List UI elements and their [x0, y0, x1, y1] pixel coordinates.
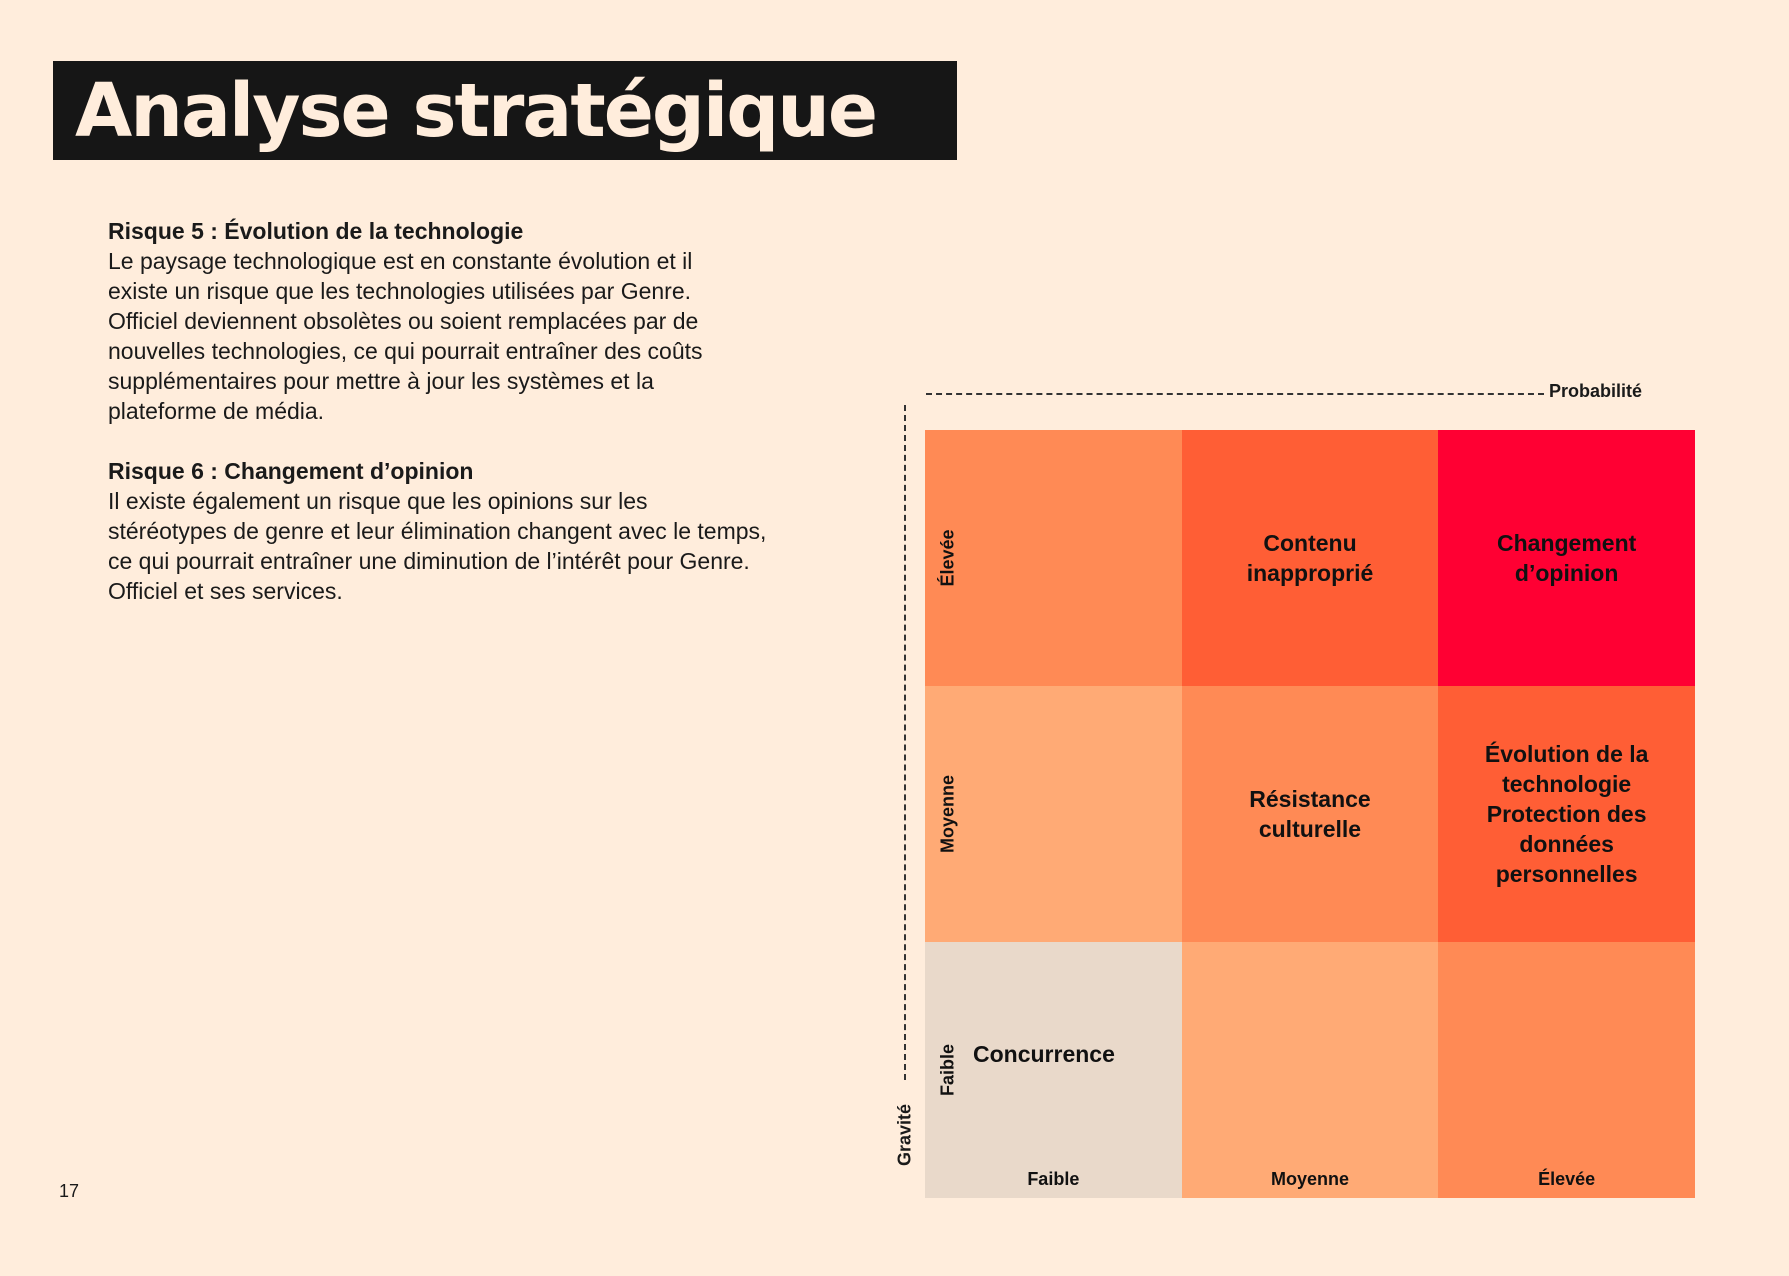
risk-5-heading: Risque 5 : Évolution de la technologie — [108, 218, 524, 244]
risk-6-paragraph — [108, 486, 898, 606]
probability-axis-label: Probabilité — [1549, 381, 1643, 401]
severity-row-label: Faible — [937, 1043, 958, 1097]
matrix-cell — [925, 686, 1182, 942]
risk-5-line: plateforme de média. — [108, 398, 325, 424]
matrix-cell-text: Concurrence — [973, 1041, 1115, 1067]
matrix-cell-line: d’opinion — [1514, 560, 1619, 586]
page-number: 17 — [59, 1181, 80, 1201]
matrix-cell-line: technologie — [1502, 771, 1632, 797]
risk-6-line: Il existe également un risque que les opinions sur les — [108, 488, 648, 514]
matrix-cell-line: Changement — [1497, 530, 1637, 556]
matrix-cell-text — [1485, 739, 1649, 889]
severity-row-label: Élevée — [937, 529, 958, 587]
probability-column-label: Faible — [1027, 1169, 1080, 1189]
risk-6-line: Officiel et ses services. — [108, 578, 343, 604]
title-banner — [53, 61, 957, 160]
matrix-cell-line: inapproprié — [1246, 560, 1374, 586]
page-title: Analyse stratégique — [75, 67, 877, 154]
risk-5-line: existe un risque que les technologies utilisées par Genre. — [108, 278, 692, 304]
matrix-cell-text — [1497, 528, 1636, 588]
risk-6-heading: Risque 6 : Changement d’opinion — [108, 458, 474, 484]
risk-5-line: supplémentaires pour mettre à jour les systèmes et la — [108, 368, 654, 394]
matrix-cell-line: Contenu — [1263, 530, 1357, 556]
risk-5-line: Officiel deviennent obsolètes ou soient remplacées par de — [108, 308, 699, 334]
matrix-cell-line: Protection des — [1486, 801, 1647, 827]
matrix-cell-line: Évolution de la — [1484, 741, 1649, 767]
matrix-cell-line: données — [1519, 831, 1614, 857]
matrix-cell — [1182, 686, 1439, 942]
matrix-cell-line: personnelles — [1495, 861, 1638, 887]
matrix-cell — [1182, 942, 1439, 1198]
matrix-cell — [925, 942, 1182, 1198]
matrix-cell-text — [1247, 528, 1374, 588]
risk-5-line: Le paysage technologique est en constante évolution et il — [108, 248, 693, 274]
matrix-cell — [1182, 430, 1439, 686]
risk-6-block — [108, 456, 898, 606]
risk-6-line: stéréotypes de genre et leur élimination changent avec le temps, — [108, 518, 767, 544]
matrix-cell — [1438, 430, 1695, 686]
probability-axis-line — [926, 393, 1544, 395]
risk-6-line: ce qui pourrait entraîner une diminution de l’intérêt pour Genre. — [108, 548, 750, 574]
matrix-cell — [925, 430, 1182, 686]
probability-column-label: Moyenne — [1270, 1169, 1349, 1189]
matrix-cell — [1438, 686, 1695, 942]
probability-column-label: Élevée — [1538, 1169, 1596, 1189]
gravity-axis-line — [904, 405, 906, 1080]
risk-matrix — [925, 430, 1695, 1198]
severity-row-label: Moyenne — [937, 774, 958, 854]
matrix-cell-line: Résistance — [1249, 786, 1371, 812]
risk-5-paragraph — [108, 246, 898, 426]
risk-5-line: nouvelles technologies, ce qui pourrait entraîner des coûts — [108, 338, 703, 364]
matrix-cell-line: culturelle — [1258, 816, 1362, 842]
matrix-cell — [1438, 942, 1695, 1198]
matrix-cell-text — [1249, 784, 1370, 844]
gravity-axis-label: Gravité — [894, 1103, 915, 1167]
risk-5-block — [108, 216, 898, 426]
risk-text-column — [108, 216, 898, 636]
